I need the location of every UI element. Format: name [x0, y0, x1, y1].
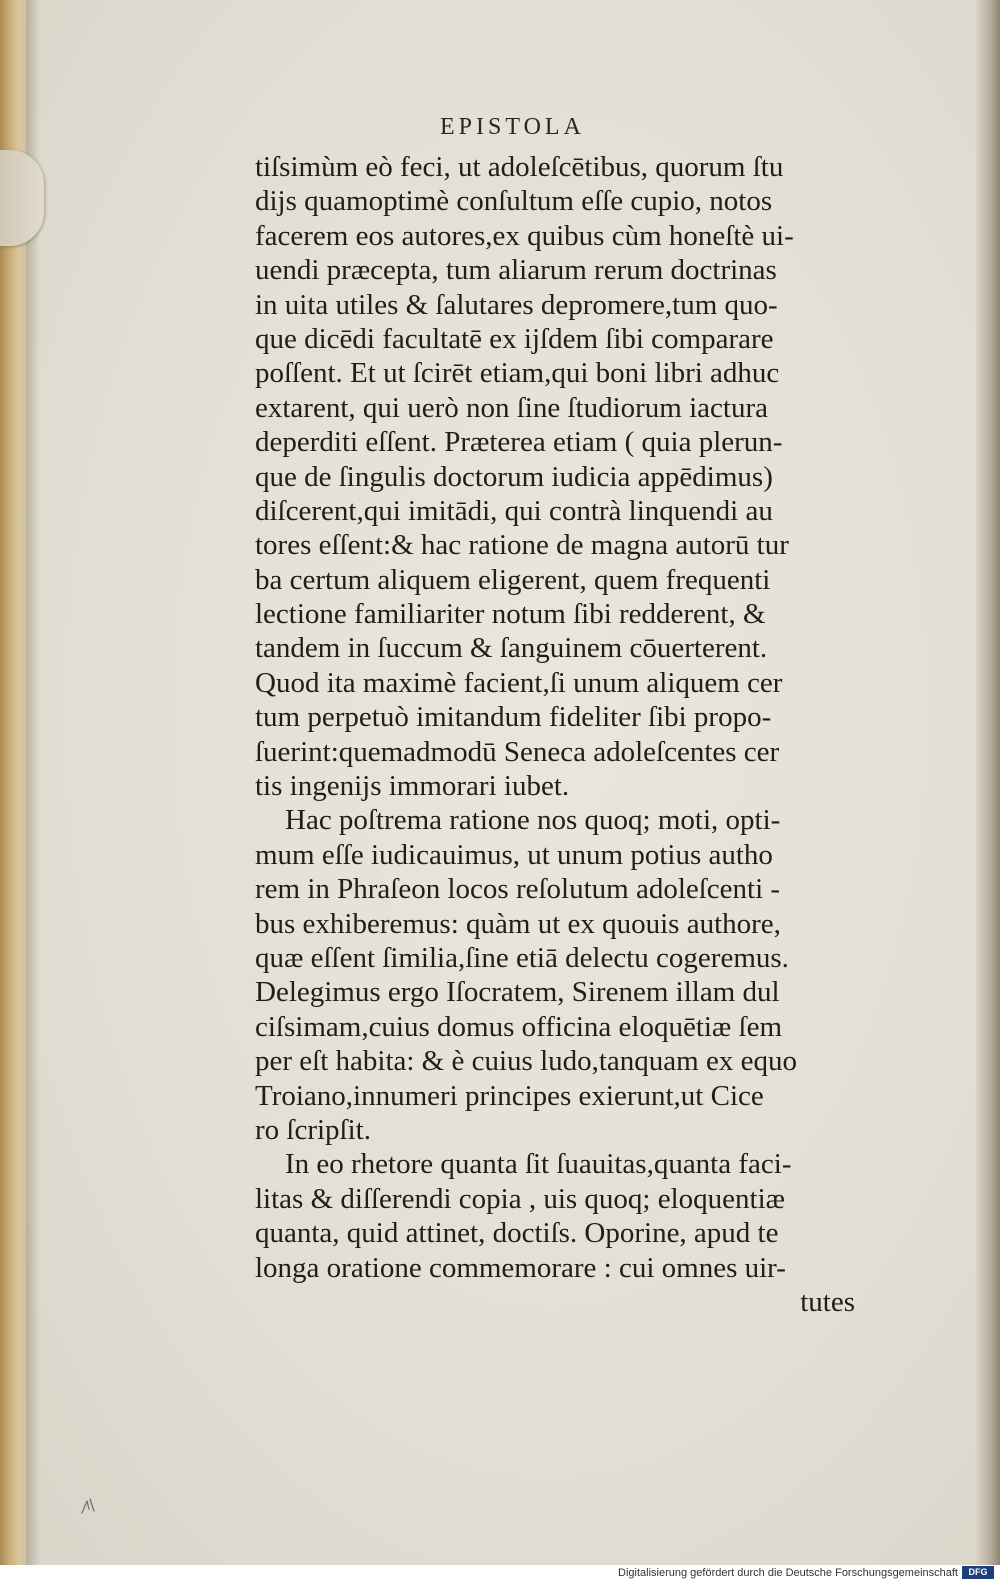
text-line: que de ſingulis doctorum iudicia appēdimus) — [255, 460, 773, 493]
text-line: lectione familiariter notum ſibi redderent, & — [255, 598, 766, 631]
text-line: quanta, quid attinet, doctiſs. Oporine, apud te — [255, 1217, 779, 1250]
text-line: diſcerent,qui imitādi, qui contrà linquendi au — [255, 494, 773, 527]
text-line: tum perpetuò imitandum fideliter ſibi propo- — [255, 701, 772, 734]
text-line: poſſent. Et ut ſcirēt etiam,qui boni libri adhuc — [255, 357, 780, 390]
marginal-pen-mark — [78, 1495, 98, 1517]
footer-credit: Digitalisierung gefördert durch die Deutsche Forschungsgemeinschaft — [618, 1567, 958, 1579]
text-line: ciſsimam,cuius domus officina eloquētiæ ſem — [255, 1010, 783, 1043]
text-line: que dicēdi facultatē ex ijſdem ſibi comparare — [255, 322, 774, 355]
text-line: rem in Phraſeon locos reſolutum adoleſcenti - — [255, 873, 781, 906]
page-right-edge — [976, 0, 1000, 1565]
text-line: ro ſcripſit. — [255, 1113, 371, 1146]
text-line: Quod ita maximè facient,ſi unum aliquem cer — [255, 666, 783, 699]
text-line: Troiano,innumeri principes exierunt,ut Cice — [255, 1079, 764, 1112]
text-line: tutes — [800, 1285, 855, 1318]
text-line: Delegimus ergo Iſocratem, Sirenem illam dul — [255, 976, 780, 1009]
text-line: tandem in ſuccum & ſanguinem cōuerterent. — [255, 632, 768, 665]
clasp-tab — [0, 150, 44, 246]
digitization-footer — [0, 1565, 1000, 1580]
text-line: longa oratione commemorare : cui omnes uir- — [255, 1251, 786, 1284]
text-line: bus exhiberemus: quàm ut ex quouis authore, — [255, 907, 781, 940]
text-line: quæ eſſent ſimilia,ſine etiā delectu cogeremus. — [255, 941, 789, 974]
text-line: extarent, qui uerò non ſine ſtudiorum iactura — [255, 391, 768, 424]
running-head: EPISTOLA — [440, 114, 585, 140]
text-line: in uita utiles & ſalutares depromere,tum quo- — [255, 288, 778, 321]
text-line: ba certum aliquem eligerent, quem frequenti — [255, 563, 771, 596]
text-line: uendi præcepta, tum aliarum rerum doctrinas — [255, 254, 777, 287]
text-line: dijs quamoptimè conſultum eſſe cupio, notos — [255, 185, 773, 218]
text-line: tiſsimùm eò feci, ut adoleſcētibus, quorum ſtu — [255, 151, 784, 183]
text-line: tores eſſent:& hac ratione de magna autorū tur — [255, 529, 789, 562]
text-line: per eſt habita: & è cuius ludo,tanquam ex equo — [255, 1045, 797, 1078]
text-line: litas & diſſerendi copia , uis quoq; eloquentiæ — [255, 1182, 785, 1215]
text-line: facerem eos autores,ex quibus cùm honeſtè ui- — [255, 219, 794, 252]
text-line: mum eſſe iudicauimus, ut unum potius autho — [255, 838, 773, 871]
text-line: tis ingenijs immorari iubet. — [255, 770, 570, 803]
text-block — [255, 150, 855, 1319]
text-line: In eo rhetore quanta ſit ſuauitas,quanta faci- — [285, 1148, 792, 1181]
text-line: Hac poſtrema ratione nos quoq; moti, opti- — [285, 804, 781, 837]
text-line: ſuerint:quemadmodū Seneca adoleſcentes cer — [255, 735, 780, 768]
dfg-logo: DFG — [962, 1566, 994, 1579]
text-line: deperditi eſſent. Præterea etiam ( quia plerun- — [255, 426, 783, 459]
